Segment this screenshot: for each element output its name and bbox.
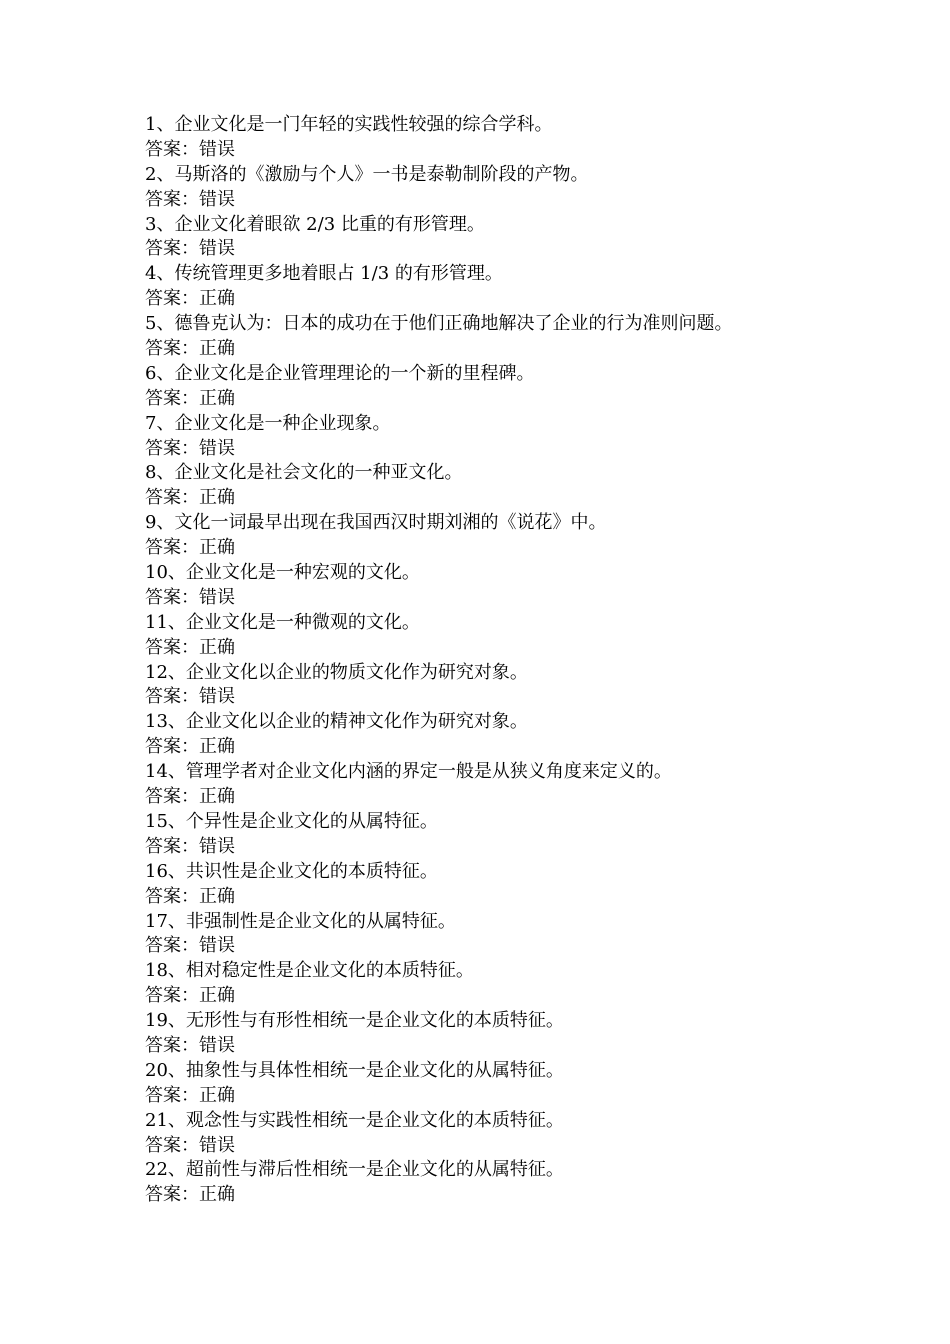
question-text: 6、企业文化是企业管理理论的一个新的里程碑。 <box>145 362 535 384</box>
answer-text: 答案：错误 <box>145 835 235 857</box>
question-text: 19、无形性与有形性相统一是企业文化的本质特征。 <box>145 1010 564 1032</box>
answer-text: 答案：错误 <box>145 935 235 957</box>
question-text: 8、企业文化是社会文化的一种亚文化。 <box>145 462 463 484</box>
question-text: 5、德鲁克认为：日本的成功在于他们正确地解决了企业的行为准则问题。 <box>145 313 733 335</box>
question-text: 18、相对稳定性是企业文化的本质特征。 <box>145 960 474 982</box>
answer-text: 答案：正确 <box>145 786 235 808</box>
answer-text: 答案：错误 <box>145 138 235 160</box>
question-text: 14、管理学者对企业文化内涵的界定一般是从狭义角度来定义的。 <box>145 761 672 783</box>
answer-text: 答案：错误 <box>145 686 235 708</box>
answer-text: 答案：错误 <box>145 188 235 210</box>
question-text: 12、企业文化以企业的物质文化作为研究对象。 <box>145 661 528 683</box>
answer-text: 答案：正确 <box>145 736 235 758</box>
question-text: 15、个异性是企业文化的从属特征。 <box>145 810 438 832</box>
question-text: 11、企业文化是一种微观的文化。 <box>145 611 420 633</box>
question-text: 17、非强制性是企业文化的从属特征。 <box>145 910 456 932</box>
answer-text: 答案：正确 <box>145 885 235 907</box>
answer-text: 答案：错误 <box>145 1134 235 1156</box>
answer-text: 答案：错误 <box>145 238 235 260</box>
question-text: 21、观念性与实践性相统一是企业文化的本质特征。 <box>145 1109 564 1131</box>
question-text: 1、企业文化是一门年轻的实践性较强的综合学科。 <box>145 114 553 135</box>
answer-text: 答案：错误 <box>145 586 235 608</box>
question-text: 2、马斯洛的《激励与个人》一书是泰勒制阶段的产物。 <box>145 163 589 185</box>
question-text: 13、企业文化以企业的精神文化作为研究对象。 <box>145 711 528 733</box>
question-text: 10、企业文化是一种宏观的文化。 <box>145 562 420 584</box>
question-text: 7、企业文化是一种企业现象。 <box>145 412 391 434</box>
answer-text: 答案：正确 <box>145 1184 235 1206</box>
question-text: 4、传统管理更多地着眼占 1/3 的有形管理。 <box>145 263 503 285</box>
answer-text: 答案：错误 <box>145 437 235 459</box>
question-text: 20、抽象性与具体性相统一是企业文化的从属特征。 <box>145 1059 564 1081</box>
question-text: 3、企业文化着眼欲 2/3 比重的有形管理。 <box>145 213 485 235</box>
answer-text: 答案：错误 <box>145 1034 235 1056</box>
question-text: 16、共识性是企业文化的本质特征。 <box>145 860 438 882</box>
question-text: 9、文化一词最早出现在我国西汉时期刘湘的《说花》中。 <box>145 512 607 534</box>
answer-text: 答案：正确 <box>145 387 235 409</box>
question-list <box>145 113 915 1208</box>
answer-text: 答案：正确 <box>145 985 235 1007</box>
answer-text: 答案：正确 <box>145 537 235 559</box>
answer-text: 答案：正确 <box>145 338 235 360</box>
question-text: 22、超前性与滞后性相统一是企业文化的从属特征。 <box>145 1159 564 1181</box>
answer-text: 答案：正确 <box>145 636 235 658</box>
answer-text: 答案：正确 <box>145 288 235 310</box>
answer-text: 答案：正确 <box>145 1084 235 1106</box>
answer-text: 答案：正确 <box>145 487 235 509</box>
